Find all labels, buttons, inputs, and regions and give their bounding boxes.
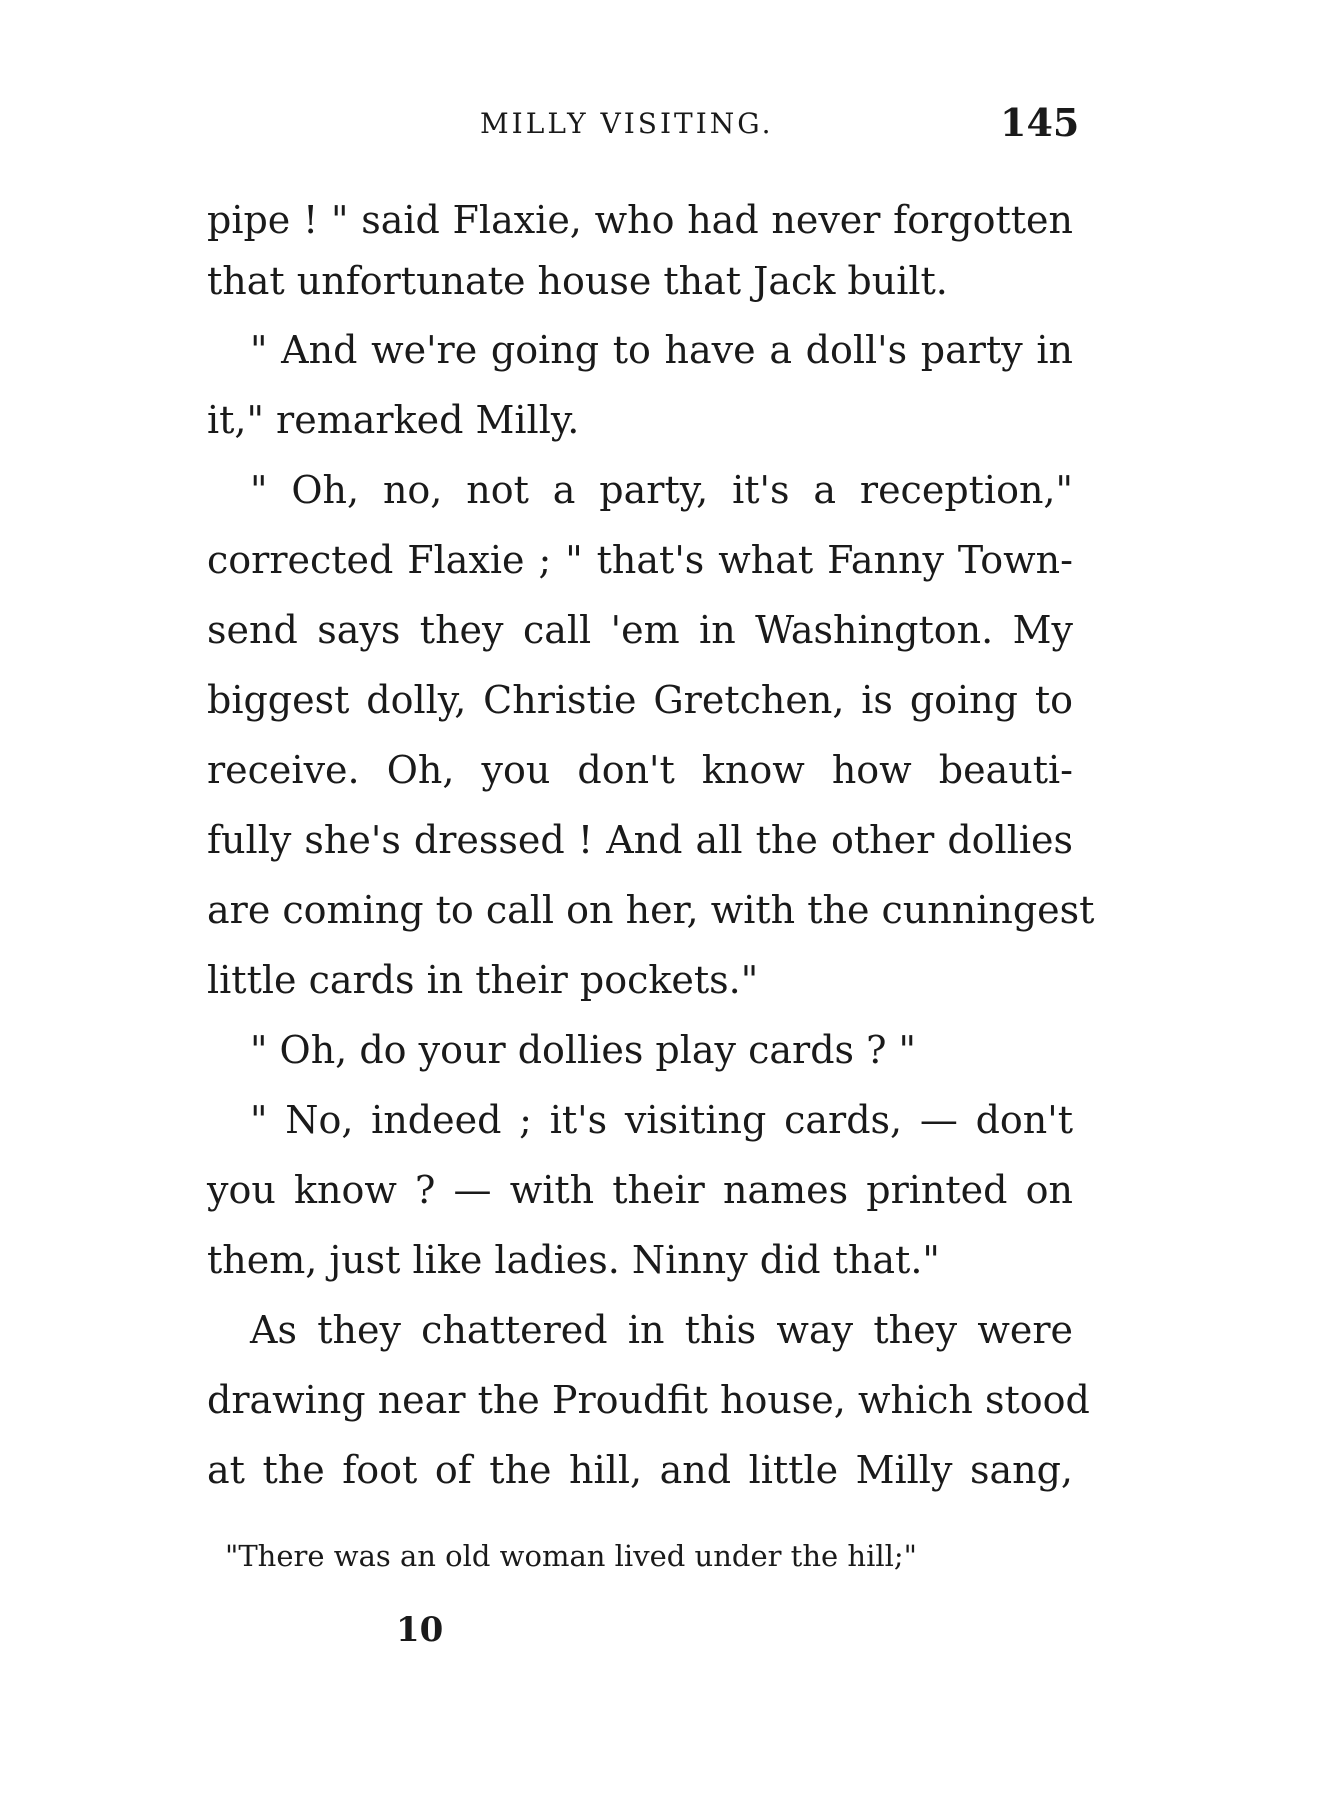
- text-line: " No, indeed ; it's visiting cards, — don't: [250, 1098, 1073, 1142]
- text-line: little cards in their pockets.": [207, 958, 759, 1002]
- page-number: 145: [1000, 100, 1080, 145]
- text-line: you know ? — with their names printed on: [207, 1168, 1073, 1212]
- text-line: " Oh, no, not a party, it's a reception,": [250, 468, 1073, 512]
- signature-mark: 10: [396, 1610, 444, 1650]
- text-line: " Oh, do your dollies play cards ? ": [250, 1028, 917, 1072]
- running-title: MILLY VISITING.: [480, 107, 774, 140]
- text-line: that unfortunate house that Jack built.: [207, 259, 948, 303]
- text-line: at the foot of the hill, and little Milly sang,: [207, 1448, 1073, 1492]
- text-line: pipe ! " said Flaxie, who had never forgotten: [207, 198, 1073, 242]
- text-line: send says they call 'em in Washington. My: [207, 608, 1073, 652]
- text-line: them, just like ladies. Ninny did that.": [207, 1238, 940, 1282]
- text-line: " And we're going to have a doll's party in: [250, 328, 1073, 372]
- text-line: receive. Oh, you don't know how beauti-: [207, 748, 1073, 792]
- text-line: biggest dolly, Christie Gretchen, is going to: [207, 678, 1073, 722]
- text-line: corrected Flaxie ; " that's what Fanny Town-: [207, 538, 1073, 582]
- text-line: drawing near the Proudfit house, which stood: [207, 1378, 1090, 1422]
- text-line: As they chattered in this way they were: [250, 1308, 1073, 1352]
- text-line: are coming to call on her, with the cunningest: [207, 888, 1095, 932]
- quoted-verse: "There was an old woman lived under the hill;": [225, 1539, 918, 1573]
- text-line: it," remarked Milly.: [207, 398, 580, 442]
- text-line: fully she's dressed ! And all the other dollies: [207, 818, 1073, 862]
